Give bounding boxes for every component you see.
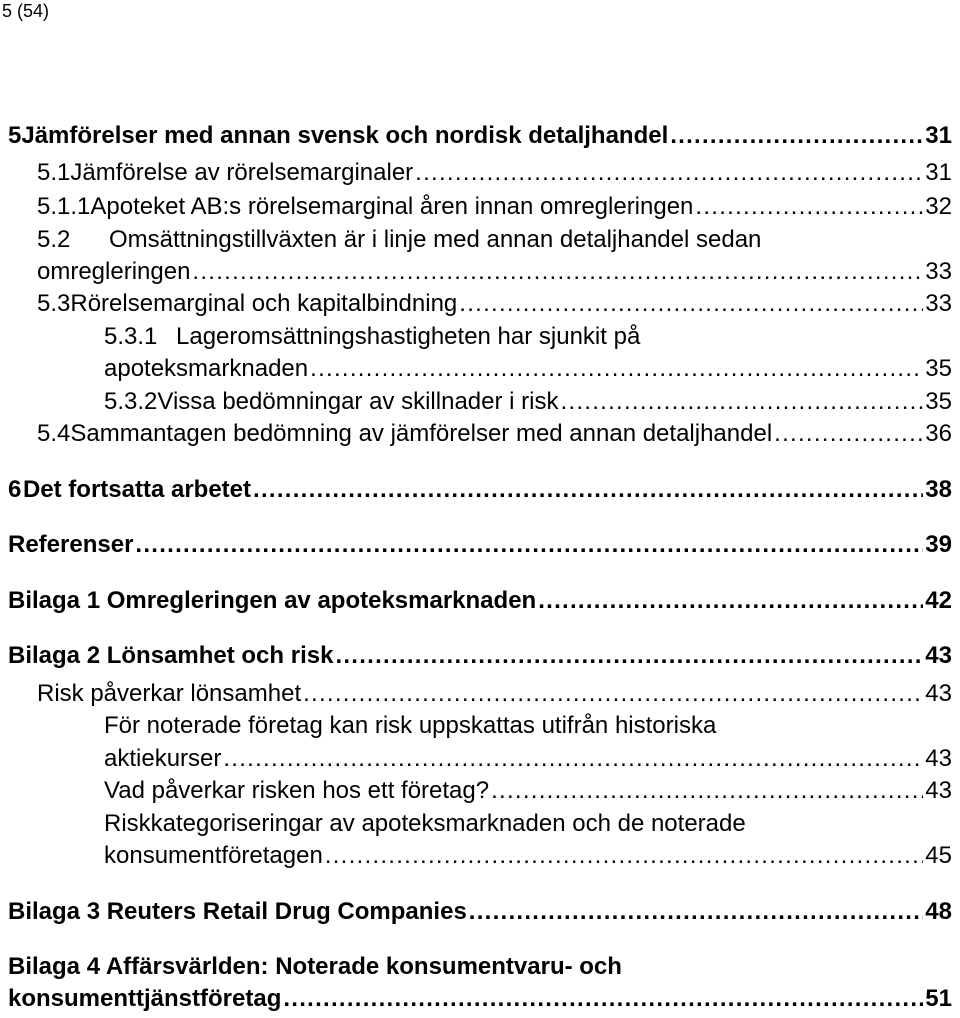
dot-leader [774, 419, 923, 449]
dot-leader [192, 257, 923, 287]
dot-leader [135, 530, 923, 560]
toc-title: Referenser [8, 531, 134, 558]
dot-leader [415, 158, 923, 188]
toc-title: Det fortsatta arbetet [22, 476, 252, 503]
toc-page: 35 [925, 388, 952, 415]
toc-page: 45 [925, 842, 952, 869]
dot-leader [491, 776, 923, 806]
toc-entry-5-2-line1[interactable] [37, 225, 952, 255]
toc-title: Riskkategoriseringar av apoteksmarknaden och de noterade [104, 810, 746, 837]
toc-number: 6 [8, 476, 22, 503]
toc-entry-vad-paverkar[interactable] [104, 776, 952, 806]
dot-leader [469, 897, 924, 927]
toc-entry-risk-paverkar[interactable] [37, 679, 952, 709]
dot-leader [695, 192, 923, 222]
toc-entry-bilaga-4-line2[interactable] [8, 984, 952, 1014]
toc-title-continued: apoteksmarknaden [104, 355, 309, 382]
toc-page: 31 [925, 159, 952, 186]
toc-page: 43 [925, 745, 952, 772]
toc-title-continued: konsumentföretagen [104, 842, 323, 869]
toc-entry-bilaga-3[interactable] [8, 897, 952, 927]
toc-page: 43 [925, 642, 952, 669]
toc-title: Vissa bedömningar av skillnader i risk [157, 388, 559, 415]
toc-entry-bilaga-4-line1[interactable] [8, 952, 952, 982]
dot-leader [325, 841, 923, 871]
dot-leader [223, 744, 923, 774]
toc-entry-for-noterade-line2[interactable] [104, 744, 952, 774]
toc-entry-5-3-1-line2[interactable] [104, 354, 952, 384]
toc-entry-5[interactable] [8, 121, 952, 151]
toc-number: 5.1.1 [37, 193, 91, 220]
toc-title: Omsättningstillväxten är i linje med annan detaljhandel sedan [109, 226, 762, 253]
toc-title: För noterade företag kan risk uppskattas utifrån historiska [104, 712, 717, 739]
toc-page: 33 [925, 290, 952, 317]
toc-number: 5.3.2 [104, 388, 158, 415]
toc-number: 5.1 [37, 159, 71, 186]
toc-title: Vad påverkar risken hos ett företag? [104, 777, 490, 804]
toc-entry-riskkategoriseringar-line1[interactable] [104, 809, 952, 839]
toc-title: Sammantagen bedömning av jämförelser med annan detaljhandel [70, 420, 773, 447]
toc-title: Bilaga 4 Affärsvärlden: Noterade konsumentvaru- och [8, 953, 622, 980]
toc-title: Lageromsättningshastigheten har sjunkit på [176, 323, 641, 350]
dot-leader [538, 586, 923, 616]
page-number-header: 5 (54) [2, 1, 50, 21]
toc-number: 5.4 [37, 420, 71, 447]
toc-page: 43 [925, 777, 952, 804]
toc-title: Rörelsemarginal och kapitalbindning [70, 290, 458, 317]
toc-title: Bilaga 2 Lönsamhet och risk [8, 642, 334, 669]
toc-entry-5-1[interactable] [37, 158, 952, 188]
toc-page: 43 [925, 680, 952, 707]
toc-title: Risk påverkar lönsamhet [37, 680, 302, 707]
toc-page: 35 [925, 355, 952, 382]
toc-title-continued: aktiekurser [104, 745, 222, 772]
dot-leader [310, 354, 923, 384]
toc-title-continued: omregleringen [37, 258, 191, 285]
toc-page: 36 [925, 420, 952, 447]
toc-entry-riskkategoriseringar-line2[interactable] [104, 841, 952, 871]
toc-page: 39 [925, 531, 952, 558]
toc-page: 42 [925, 587, 952, 614]
dot-leader [335, 641, 923, 671]
toc-title: Apoteket AB:s rörelsemarginal åren innan omregleringen [90, 193, 694, 220]
toc-title: Jämförelser med annan svensk och nordisk detaljhandel [21, 122, 669, 149]
toc-page: 38 [925, 476, 952, 503]
toc-entry-5-2-line2[interactable] [37, 257, 952, 287]
toc-entry-5-3-2[interactable] [104, 387, 952, 417]
toc-entry-5-1-1[interactable] [37, 192, 952, 222]
toc-page: 48 [925, 898, 952, 925]
dot-leader [283, 984, 923, 1014]
dot-leader [253, 475, 923, 505]
toc-page: 33 [925, 258, 952, 285]
toc-entry-5-3-1-line1[interactable] [104, 322, 952, 352]
toc-page: 32 [925, 193, 952, 220]
toc-number: 5 [8, 122, 22, 149]
dot-leader [303, 679, 923, 709]
dot-leader [459, 289, 923, 319]
toc-entry-6[interactable] [8, 475, 952, 505]
dot-leader [560, 387, 923, 417]
toc-entry-5-3[interactable] [37, 289, 952, 319]
toc-title: Jämförelse av rörelsemarginaler [70, 159, 414, 186]
toc-number: 5.3.1 [104, 323, 158, 350]
toc-entry-referenser[interactable] [8, 530, 952, 560]
toc-number: 5.2 [37, 226, 71, 253]
toc-title: Bilaga 1 Omregleringen av apoteksmarknaden [8, 587, 537, 614]
toc-page: 31 [925, 122, 952, 149]
toc-entry-for-noterade-line1[interactable] [104, 711, 952, 741]
toc-entry-bilaga-2[interactable] [8, 641, 952, 671]
dot-leader [670, 121, 923, 151]
toc-title: Bilaga 3 Reuters Retail Drug Companies [8, 898, 467, 925]
toc-title-continued: konsumenttjänstföretag [8, 985, 282, 1012]
toc-entry-bilaga-1[interactable] [8, 586, 952, 616]
toc-page: 51 [925, 985, 952, 1012]
toc-entry-5-4[interactable] [37, 419, 952, 449]
toc-number: 5.3 [37, 290, 71, 317]
